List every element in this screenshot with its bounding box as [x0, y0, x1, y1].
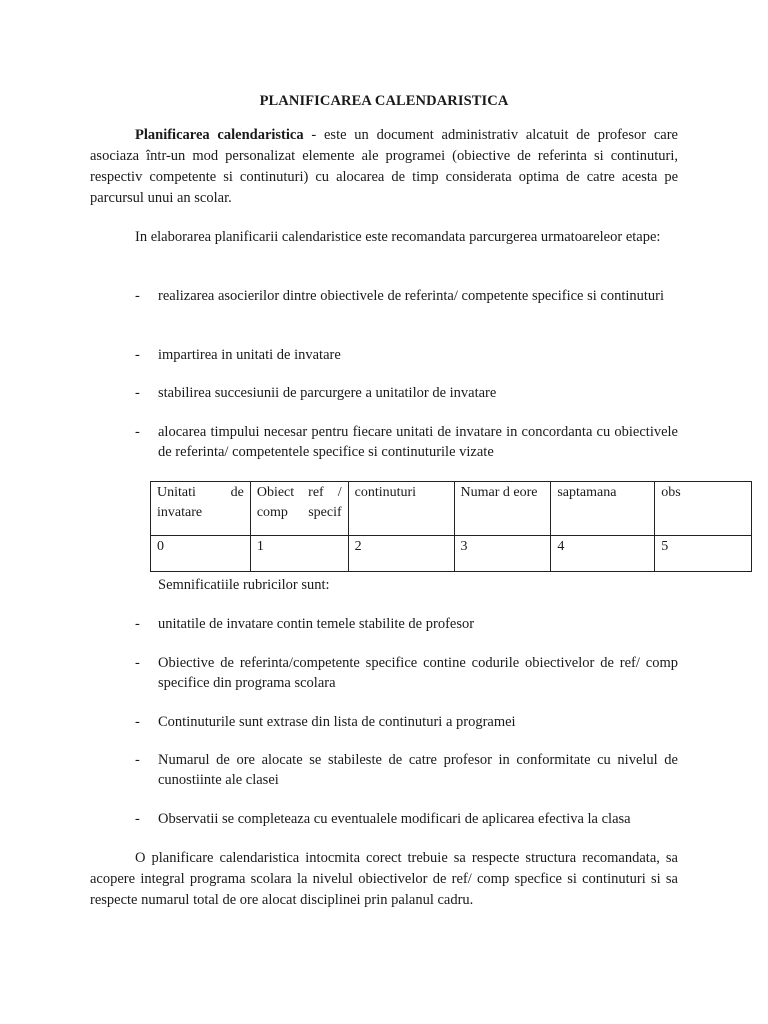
table-header-cell: Numar d eore	[454, 482, 551, 536]
table-header-cell: saptamana	[551, 482, 655, 536]
meaning-item	[90, 750, 678, 790]
table-row	[151, 536, 752, 572]
table-cell: 0	[151, 536, 251, 572]
stage-item	[90, 383, 678, 403]
table-cell: 3	[454, 536, 551, 572]
bullet-dash: -	[135, 347, 140, 363]
meaning-text: unitatile de invatare contin temele stabilite de profesor	[158, 616, 475, 632]
table-header-cell: obs	[655, 482, 752, 536]
table-header-row	[151, 482, 752, 536]
intro-paragraph	[90, 125, 678, 209]
bullet-dash: -	[135, 385, 140, 401]
bullet-dash: -	[135, 811, 140, 827]
stage-item	[90, 422, 678, 462]
stage-item	[90, 345, 678, 365]
bullet-dash: -	[135, 288, 140, 304]
intro-term: Planificarea calendaristica	[135, 127, 304, 143]
bullet-dash: -	[135, 752, 140, 768]
stage-text: realizarea asocierilor dintre obiectivele de referinta/ competente specifice si continuturi	[158, 288, 665, 304]
conclusion-text: O planificare calendaristica intocmita corect trebuie sa respecte structura recomandata, sa acopere integral programa scolara la nivelul obiectivelor de ref/ comp specfice si continuturi si sa respecte numarul total de ore alocat disciplinei prin palanul cadru.	[90, 850, 678, 908]
stages-intro-paragraph	[90, 227, 678, 248]
bullet-dash: -	[135, 616, 140, 632]
intro-text: - este un document administrativ alcatuit de profesor care asociaza într-un mod personalizat elemente ale programei (obiective de referinta si continuturi, respectiv competente si continuturi) cu alocarea de timp considerata optima de catre acesta pe parcursul unui an scolar.	[90, 127, 678, 206]
stages-intro-text: In elaborarea planificarii calendaristice este recomandata parcurgerea urmatoareleor etape:	[135, 229, 661, 245]
meaning-item	[90, 614, 678, 634]
conclusion-paragraph	[90, 848, 678, 911]
table-cell: 5	[655, 536, 752, 572]
bullet-dash: -	[135, 655, 140, 671]
table-header-cell: Obiect ref / comp specif	[250, 482, 348, 536]
stage-item	[90, 286, 678, 306]
meaning-text: Observatii se completeaza cu eventualele modificari de aplicarea efectiva la clasa	[158, 811, 631, 827]
meanings-intro: Semnificatiile rubricilor sunt:	[158, 577, 330, 593]
stage-text: alocarea timpului necesar pentru fiecare unitati de invatare in concordanta cu obiectivele de referinta/ competentele specifice si continuturile vizate	[158, 424, 678, 460]
table-header-cell: Unitati de invatare	[151, 482, 251, 536]
stage-text: impartirea in unitati de invatare	[158, 347, 341, 363]
stage-text: stabilirea succesiunii de parcurgere a unitatilor de invatare	[158, 385, 497, 401]
meaning-item	[90, 809, 678, 829]
meaning-text: Obiective de referinta/competente specifice contine codurile obiectivelor de ref/ comp specifice din programa scolara	[158, 655, 678, 691]
meaning-item	[90, 712, 678, 732]
planning-table	[150, 481, 752, 572]
bullet-dash: -	[135, 424, 140, 440]
meaning-item	[90, 653, 678, 693]
table-cell: 1	[250, 536, 348, 572]
table-header-cell: continuturi	[348, 482, 454, 536]
meaning-text: Numarul de ore alocate se stabileste de catre profesor in conformitate cu nivelul de cunostiinte ale clasei	[158, 752, 678, 788]
document-title: PLANIFICAREA CALENDARISTICA	[259, 93, 509, 109]
meaning-text: Continuturile sunt extrase din lista de continuturi a programei	[158, 714, 516, 730]
bullet-dash: -	[135, 714, 140, 730]
table-cell: 2	[348, 536, 454, 572]
table-cell: 4	[551, 536, 655, 572]
